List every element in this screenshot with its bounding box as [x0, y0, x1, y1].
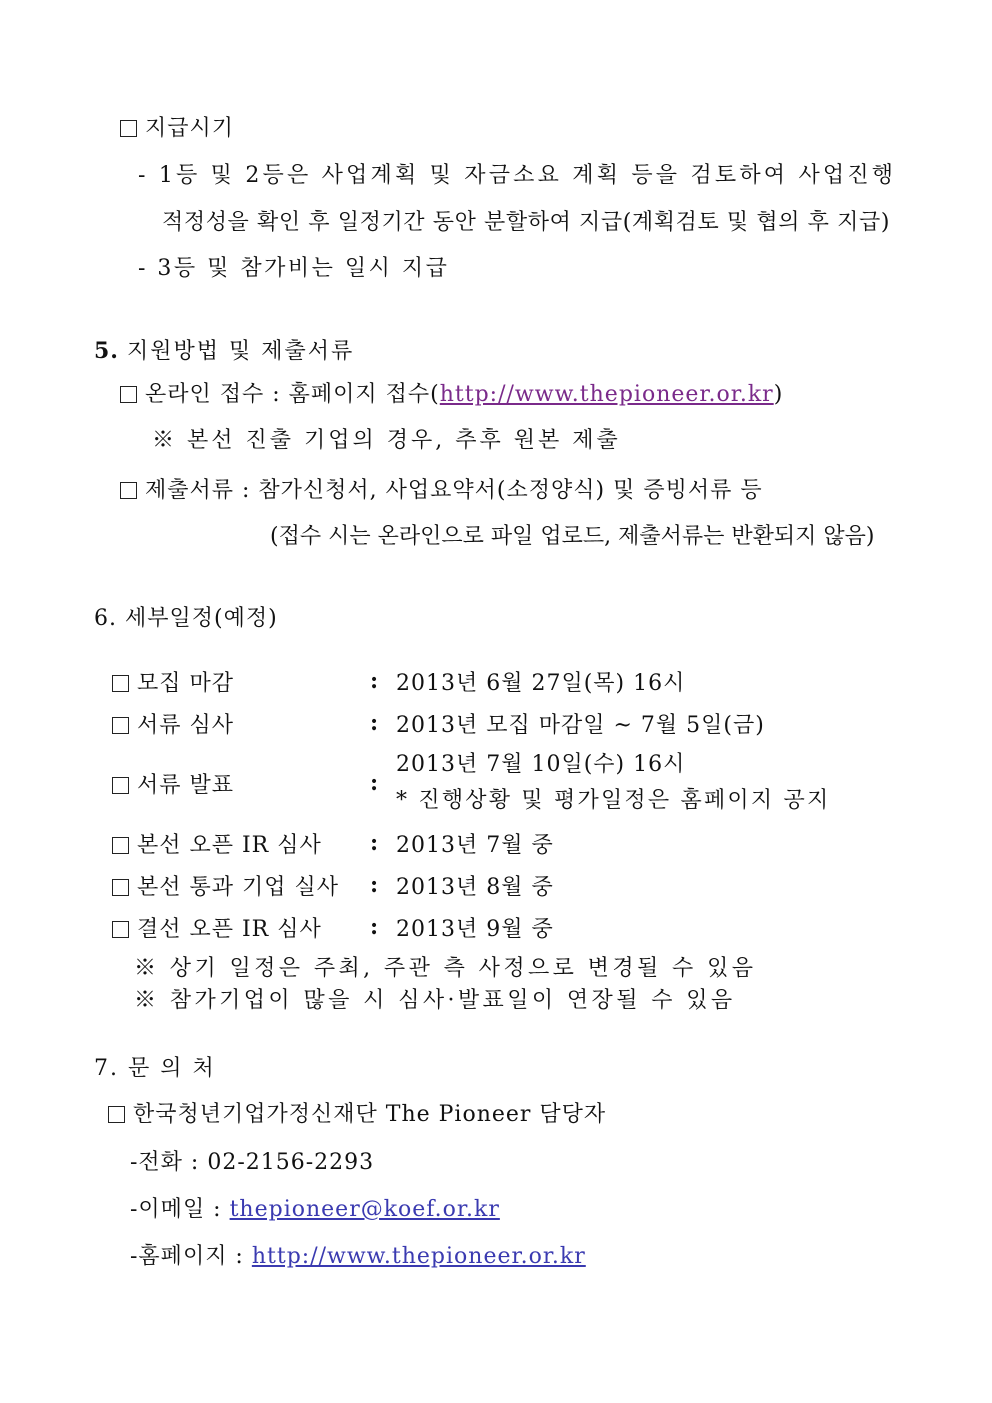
- schedule-value: 2013년 7월 중: [396, 832, 554, 858]
- payment-bullet-1-cont: 적정성을 확인 후 일정기간 동안 분할하여 지급(계획검토 및 협의 후 지급): [162, 210, 891, 235]
- schedule-row: [112, 906, 830, 948]
- section6-title: 6. 세부일정(예정): [94, 606, 278, 631]
- payment-bullet-2: - 3등 및 참가비는 일시 지급: [138, 256, 450, 281]
- schedule-note-2: ※ 참가기업이 많을 시 심사·발표일이 연장될 수 있음: [134, 988, 736, 1013]
- checkbox-square-icon: [112, 837, 129, 854]
- contact-email: -이메일 : thepioneer@koef.or.kr: [130, 1197, 500, 1222]
- contact-org: 한국청년기업가정신재단 The Pioneer 담당자: [108, 1100, 606, 1130]
- submission-note: (접수 시는 온라인으로 파일 업로드, 제출서류는 반환되지 않음): [270, 524, 875, 549]
- checkbox-square-icon: [120, 386, 137, 403]
- schedule-label: 서류 심사: [137, 712, 235, 738]
- submission-documents: 제출서류 : 참가신청서, 사업요약서(소정양식) 및 증빙서류 등: [120, 476, 763, 506]
- schedule-colon: :: [370, 770, 380, 796]
- homepage-link[interactable]: http://www.thepioneer.or.kr: [251, 1244, 586, 1269]
- checkbox-square-icon: [112, 921, 129, 938]
- schedule-row: [112, 864, 830, 906]
- section5-title: 5. 지원방법 및 제출서류: [94, 338, 355, 364]
- schedule-row: [112, 702, 830, 744]
- schedule-colon: :: [370, 872, 380, 898]
- schedule-colon: :: [370, 710, 380, 736]
- schedule-row: [112, 822, 830, 864]
- schedule-label: 본선 통과 기업 실사: [137, 874, 339, 900]
- section7-title: 7. 문 의 처: [94, 1056, 216, 1081]
- checkbox-square-icon: [108, 1106, 125, 1123]
- schedule-label: 모집 마감: [137, 670, 235, 696]
- schedule-label: 서류 발표: [137, 772, 235, 798]
- schedule-label: 본선 오픈 IR 심사: [137, 832, 322, 858]
- payment-heading: 지급시기: [120, 114, 234, 144]
- checkbox-square-icon: [112, 717, 129, 734]
- schedule-note-1: ※ 상기 일정은 주최, 주관 측 사정으로 변경될 수 있음: [134, 956, 757, 981]
- schedule-table: [112, 660, 830, 948]
- checkbox-square-icon: [112, 675, 129, 692]
- schedule-value: 2013년 9월 중: [396, 916, 554, 942]
- checkbox-square-icon: [112, 777, 129, 794]
- checkbox-square-icon: [120, 482, 137, 499]
- schedule-row: [112, 744, 830, 822]
- schedule-value: 2013년 8월 중: [396, 874, 554, 900]
- schedule-colon: :: [370, 830, 380, 856]
- contact-homepage: -홈페이지 : http://www.thepioneer.or.kr: [130, 1244, 586, 1269]
- schedule-value: 2013년 7월 10일(수) 16시: [396, 752, 686, 777]
- checkbox-square-icon: [112, 879, 129, 896]
- online-application: 온라인 접수 : 홈페이지 접수(http://www.thepioneer.or.kr): [120, 380, 783, 410]
- original-docs-note: ※ 본선 진출 기업의 경우, 추후 원본 제출: [152, 428, 621, 453]
- application-url-link[interactable]: http://www.thepioneer.or.kr: [439, 382, 774, 407]
- email-link[interactable]: thepioneer@koef.or.kr: [229, 1197, 500, 1222]
- checkbox-square-icon: [120, 120, 137, 137]
- schedule-colon: :: [370, 914, 380, 940]
- payment-bullet-1: - 1등 및 2등은 사업계획 및 자금소요 계획 등을 검토하여 사업진행: [138, 163, 897, 188]
- schedule-value-note: * 진행상황 및 평가일정은 홈페이지 공지: [396, 788, 831, 813]
- schedule-colon: :: [370, 668, 380, 694]
- schedule-value: 2013년 모집 마감일 ~ 7월 5일(금): [396, 712, 765, 738]
- contact-phone: -전화 : 02-2156-2293: [130, 1150, 375, 1175]
- schedule-label: 결선 오픈 IR 심사: [137, 916, 322, 942]
- schedule-value: 2013년 6월 27일(목) 16시: [396, 670, 686, 696]
- schedule-row: [112, 660, 830, 702]
